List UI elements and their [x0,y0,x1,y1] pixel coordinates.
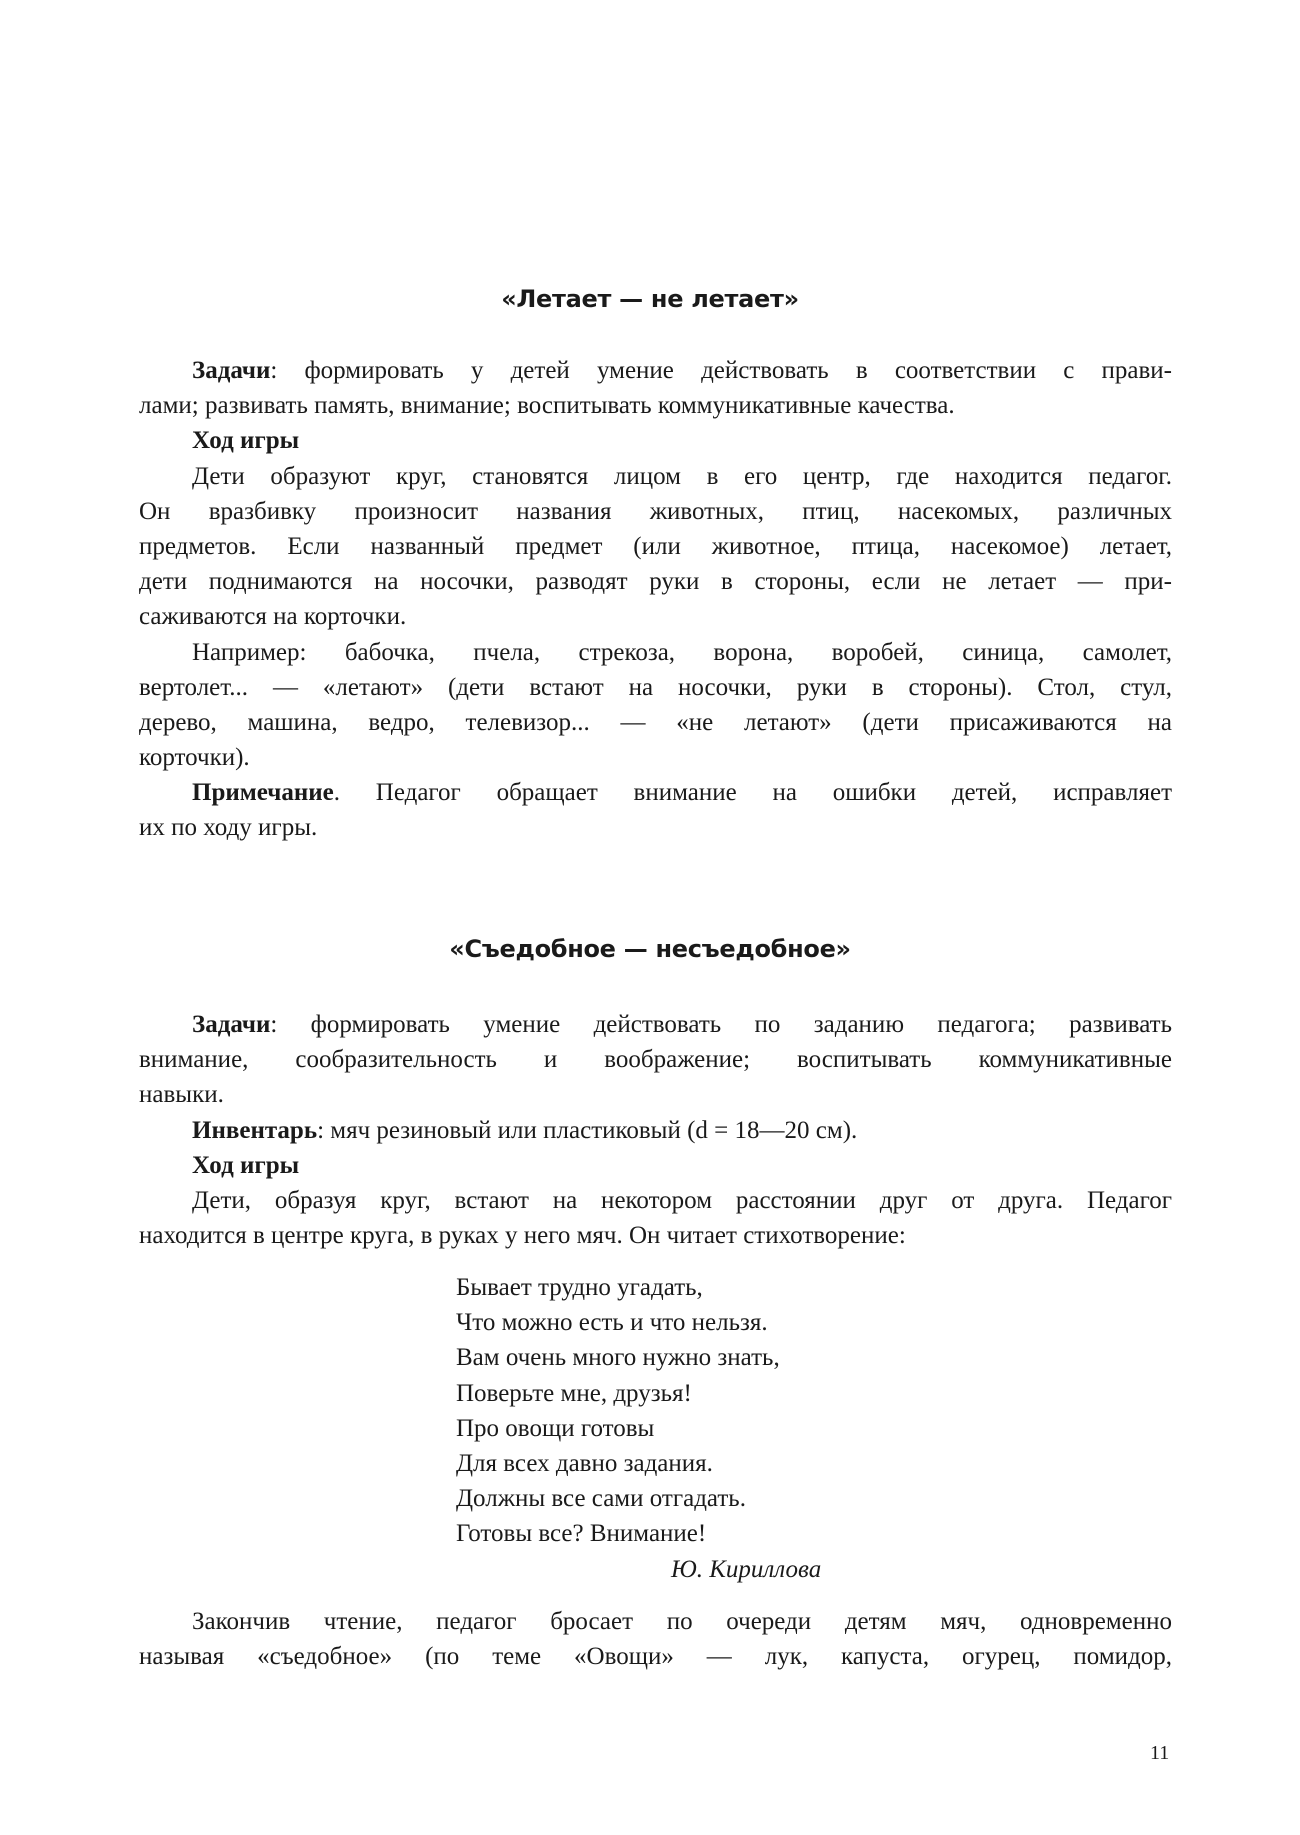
line-text: Дети образуют круг, становятся лицом в его центр, где находится педагог. [192,462,1172,490]
line-text: дети поднимаются на носочки, разводят руки в стороны, если не летает — при- [139,568,1172,596]
line-text: дерево, машина, ведро, телевизор... — «не летают» (дети присаживаются на [139,708,1172,736]
poem-line: Должны все сами отгадать. [456,1485,746,1513]
bold-label: Задачи [192,357,271,384]
text-line [139,1639,1172,1674]
text-line [139,775,1172,810]
text-line [139,423,1172,458]
text-line [139,529,1172,564]
line-text: Например: бабочка, пчела, стрекоза, ворона, воробей, синица, самолет, [192,638,1172,666]
line-text: Дети, образуя круг, встают на некотором расстоянии друг от друга. Педагог [192,1186,1172,1214]
page-number: 11 [1150,1742,1170,1764]
poem-line: Поверьте мне, друзья! [456,1379,692,1407]
section-title-edible: «Съедобное — несъедобное» [449,935,851,963]
text-line [139,635,1172,670]
text-line [139,1148,1172,1183]
bold-label: Примечание [192,779,334,807]
text-line [139,564,1172,599]
line-text: находится в центре круга, в руках у него мяч. Он читает стихотворение: [139,1222,906,1250]
text-line [139,1604,1172,1639]
line-text: лами; развивать память, внимание; воспитывать коммуникативные качества. [139,392,955,420]
section-body-edible-continued [139,1604,1172,1674]
poem-line: Про овощи готовы [456,1414,655,1442]
line-text: вертолет... — «летают» (дети встают на носочки, руки в стороны). Стол, стул, [139,673,1172,701]
line-text: : мяч резиновый или пластиковый (d = 18—20 см). [317,1116,858,1144]
text-line [139,705,1172,740]
poem [456,1270,821,1587]
poem-line: Для всех давно задания. [456,1449,713,1477]
line-text: навыки. [139,1081,224,1109]
line-text: корточки). [139,744,250,772]
poem-line: Вам очень много нужно знать, [456,1344,780,1372]
poem-line: Что можно есть и что нельзя. [456,1309,768,1337]
section-title-flies: «Летает — не летает» [501,285,799,313]
line-text: внимание, сообразительность и воображение; воспитывать коммуникативные [139,1046,1172,1074]
section-body-edible [139,1007,1172,1253]
line-text: саживаются на корточки. [139,603,407,631]
text-line [139,810,1172,845]
text-line [139,1113,1172,1148]
text-line [139,599,1172,634]
line-text: их по ходу игры. [139,814,318,842]
text-line [139,670,1172,705]
text-line [139,1042,1172,1077]
text-line [139,388,1172,423]
bold-label: Ход игры [192,427,300,455]
poem-line: Бывает трудно угадать, [456,1274,703,1301]
line-text: Закончив чтение, педагог бросает по очереди детям мяч, одновременно [192,1608,1172,1635]
section-body-flies [139,353,1172,846]
text-line [139,1077,1172,1112]
text-line [139,353,1172,388]
text-line [139,1183,1172,1218]
text-line [139,740,1172,775]
poem-line: Готовы все? Внимание! [456,1520,707,1548]
text-line [139,1007,1172,1042]
line-text: Он вразбивку произносит названия животных, птиц, насекомых, различных [139,497,1172,525]
text-line [139,494,1172,529]
bold-label: Ход игры [192,1151,300,1179]
bold-label: Задачи [192,1011,271,1038]
bold-label: Инвентарь [192,1116,318,1144]
poem-author: Ю. Кириллова [671,1555,822,1583]
line-text: . Педагог обращает внимание на ошибки детей, исправляет [333,779,1172,807]
text-line [139,459,1172,494]
line-text: : формировать у детей умение действовать в соответствии с прави- [270,357,1172,384]
text-line [139,1218,1172,1253]
line-text: называя «съедобное» (по теме «Овощи» — лук, капуста, огурец, помидор, [139,1643,1172,1671]
line-text: : формировать умение действовать по заданию педагога; развивать [270,1011,1172,1038]
line-text: предметов. Если названный предмет (или животное, птица, насекомое) летает, [139,532,1172,560]
